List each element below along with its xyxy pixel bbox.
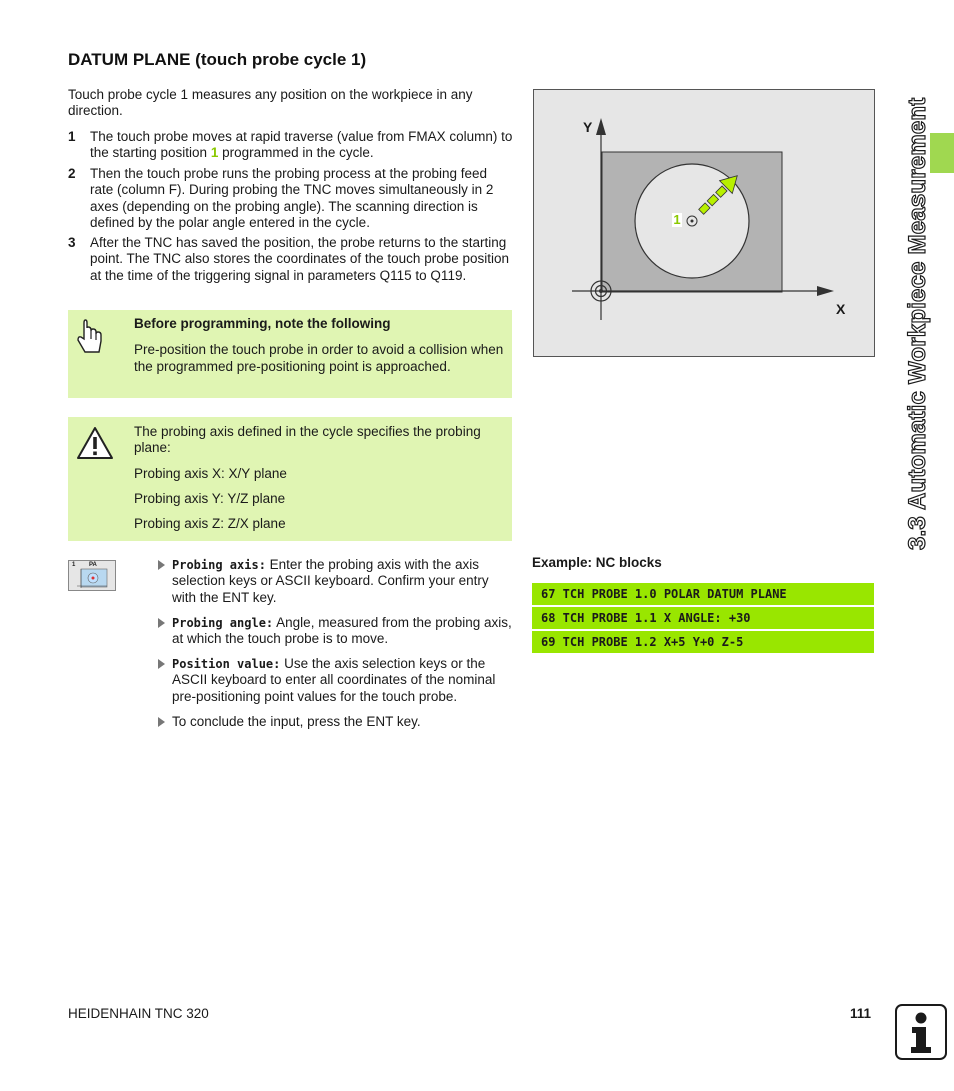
info-icon bbox=[895, 1004, 947, 1060]
param-text: Enter the probing axis with the axis selection keys or ASCII keyboard. Confirm your entry with the ENT key. bbox=[172, 557, 489, 605]
param-text: Use the axis selection keys or the ASCII keyboard to enter all coordinates of the nominal pre-positioning point values for the touch probe. bbox=[172, 656, 496, 704]
param-probing-axis bbox=[158, 557, 512, 606]
chapter-title-text: 3.3 Automatic Workpiece Measurement bbox=[904, 97, 931, 550]
param-text: Angle, measured from the probing axis, at which the touch probe is to move. bbox=[172, 615, 512, 647]
section-title: DATUM PLANE (touch probe cycle 1) bbox=[68, 50, 367, 69]
param-position-value bbox=[158, 656, 512, 705]
note-text: The probing axis defined in the cycle specifies the probing plane: bbox=[134, 424, 481, 456]
intro-text: Touch probe cycle 1 measures any position on the workpiece in any direction. bbox=[68, 87, 473, 119]
param-code: Probing angle: bbox=[172, 616, 274, 630]
axis-plane-x: Probing axis X: X/Y plane bbox=[134, 465, 287, 481]
page-number: 111 bbox=[850, 1006, 872, 1021]
step-number: 1 bbox=[68, 129, 76, 144]
step-number: 2 bbox=[68, 166, 76, 181]
note-text: Pre-position the touch probe in order to avoid a collision when the programmed pre-positioning point is approached. bbox=[134, 342, 504, 374]
y-axis-label: Y bbox=[583, 119, 593, 135]
arrow-bullet-icon bbox=[158, 717, 165, 727]
step-text: programmed in the cycle. bbox=[218, 145, 374, 161]
position-highlight: 1 bbox=[210, 145, 219, 161]
x-axis-label: X bbox=[836, 301, 846, 317]
arrow-bullet-icon bbox=[158, 560, 165, 570]
sidebar-tab bbox=[930, 133, 954, 173]
nc-text: 67 TCH PROBE 1.0 POLAR DATUM PLANE bbox=[541, 587, 787, 601]
probe-diagram-icon bbox=[75, 568, 109, 588]
param-probing-angle bbox=[158, 615, 512, 648]
step-3 bbox=[68, 235, 513, 284]
axis-plane-z: Probing axis Z: Z/X plane bbox=[134, 516, 286, 532]
step-number: 3 bbox=[68, 235, 76, 250]
arrow-bullet-icon bbox=[158, 618, 165, 628]
nc-text: 69 TCH PROBE 1.2 X+5 Y+0 Z-5 bbox=[541, 635, 744, 649]
arrow-bullet-icon bbox=[158, 659, 165, 669]
datum-plane-figure bbox=[533, 89, 875, 357]
softkey-num: 1 bbox=[72, 562, 76, 568]
param-code: Probing axis: bbox=[172, 558, 266, 572]
warning-triangle-icon bbox=[76, 426, 114, 460]
footer-product: HEIDENHAIN TNC 320 bbox=[68, 1006, 209, 1021]
param-code: Position value: bbox=[172, 657, 281, 671]
param-conclude bbox=[158, 714, 512, 730]
probing-axis-note bbox=[68, 417, 512, 541]
programming-note bbox=[68, 310, 512, 398]
softkey-pa: PA bbox=[89, 562, 97, 568]
step-text: After the TNC has saved the position, the probe returns to the starting point. The TNC also stores the coordinates of the touch probe position at the time of the triggering signal in parameters Q115 to Q119. bbox=[90, 235, 510, 283]
step-text: Then the touch probe runs the probing process at the probing feed rate (column F). During probing the TNC moves simultaneously in 2 axes (depending on the probing angle). The scanning direction is defined by the polar angle entered in the cycle. bbox=[90, 166, 494, 230]
step-2 bbox=[68, 166, 513, 231]
nc-block-69 bbox=[532, 631, 874, 653]
nc-block-68 bbox=[532, 607, 874, 629]
param-text: To conclude the input, press the ENT key. bbox=[172, 714, 421, 729]
step-text: The touch probe moves at rapid traverse (value from FMAX column) to the starting position bbox=[90, 129, 513, 161]
start-point-label: 1 bbox=[673, 212, 681, 227]
axis-plane-y: Probing axis Y: Y/Z plane bbox=[134, 490, 286, 506]
example-title: Example: NC blocks bbox=[532, 555, 662, 570]
hand-pointing-icon bbox=[76, 319, 104, 357]
step-1 bbox=[68, 129, 513, 162]
cycle-softkey-icon bbox=[68, 560, 116, 591]
nc-text: 68 TCH PROBE 1.1 X ANGLE: +30 bbox=[541, 611, 751, 625]
note-heading: Before programming, note the following bbox=[134, 316, 391, 331]
nc-block-67 bbox=[532, 583, 874, 605]
